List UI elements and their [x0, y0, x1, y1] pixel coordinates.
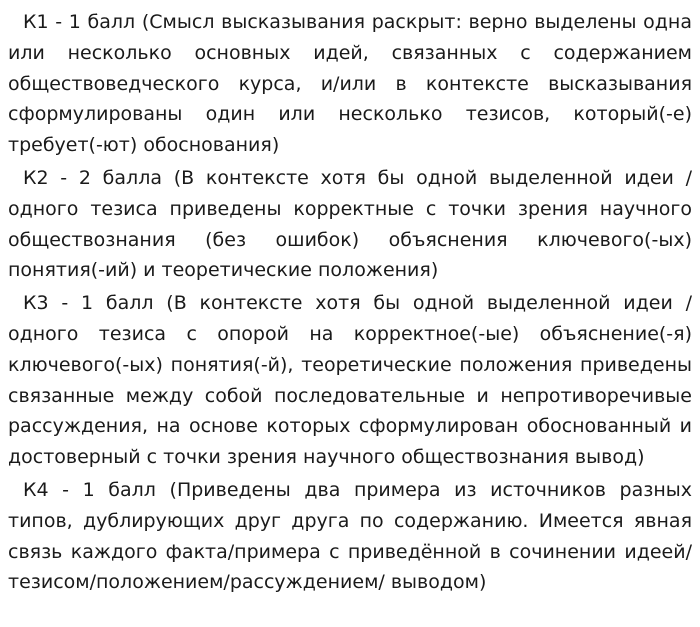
- criterion-k2: К2 - 2 балла (В контексте хотя бы одной выделенной идеи / одного тезиса приведены корректные с точки зрения научного обществознания (без ошибок) объяснения ключевого(-ых) понятия(-ий) и теоретические положения): [8, 166, 692, 282]
- criterion-k1: К1 - 1 балл (Смысл высказывания раскрыт: верно выделены одна или несколько основных идей, связанных с содержанием обществоведческого курса, и/или в контексте высказывания сформулированы один или несколько тезисов, который(-е) требует(-ют) обоснования): [8, 11, 692, 157]
- criterion-k4: К4 - 1 балл (Приведены два примера из источников разных типов, дублирующих друг друга по содержанию. Имеется явная связь каждого факта/примера с приведённой в сочинении идеей/тезисом/положением/рассуждением/ выводом): [8, 478, 692, 594]
- criterion-k3: К3 - 1 балл (В контексте хотя бы одной выделенной идеи / одного тезиса с опорой на корректное(-ые) объяснение(-я) ключевого(-ых) понятия(-й), теоретические положения приведены связанные между собой последовательные и непротиворечивые рассуждения, на основе которых сформулирован обоснованный и достоверный с точки зрения научного обществознания вывод): [8, 292, 692, 469]
